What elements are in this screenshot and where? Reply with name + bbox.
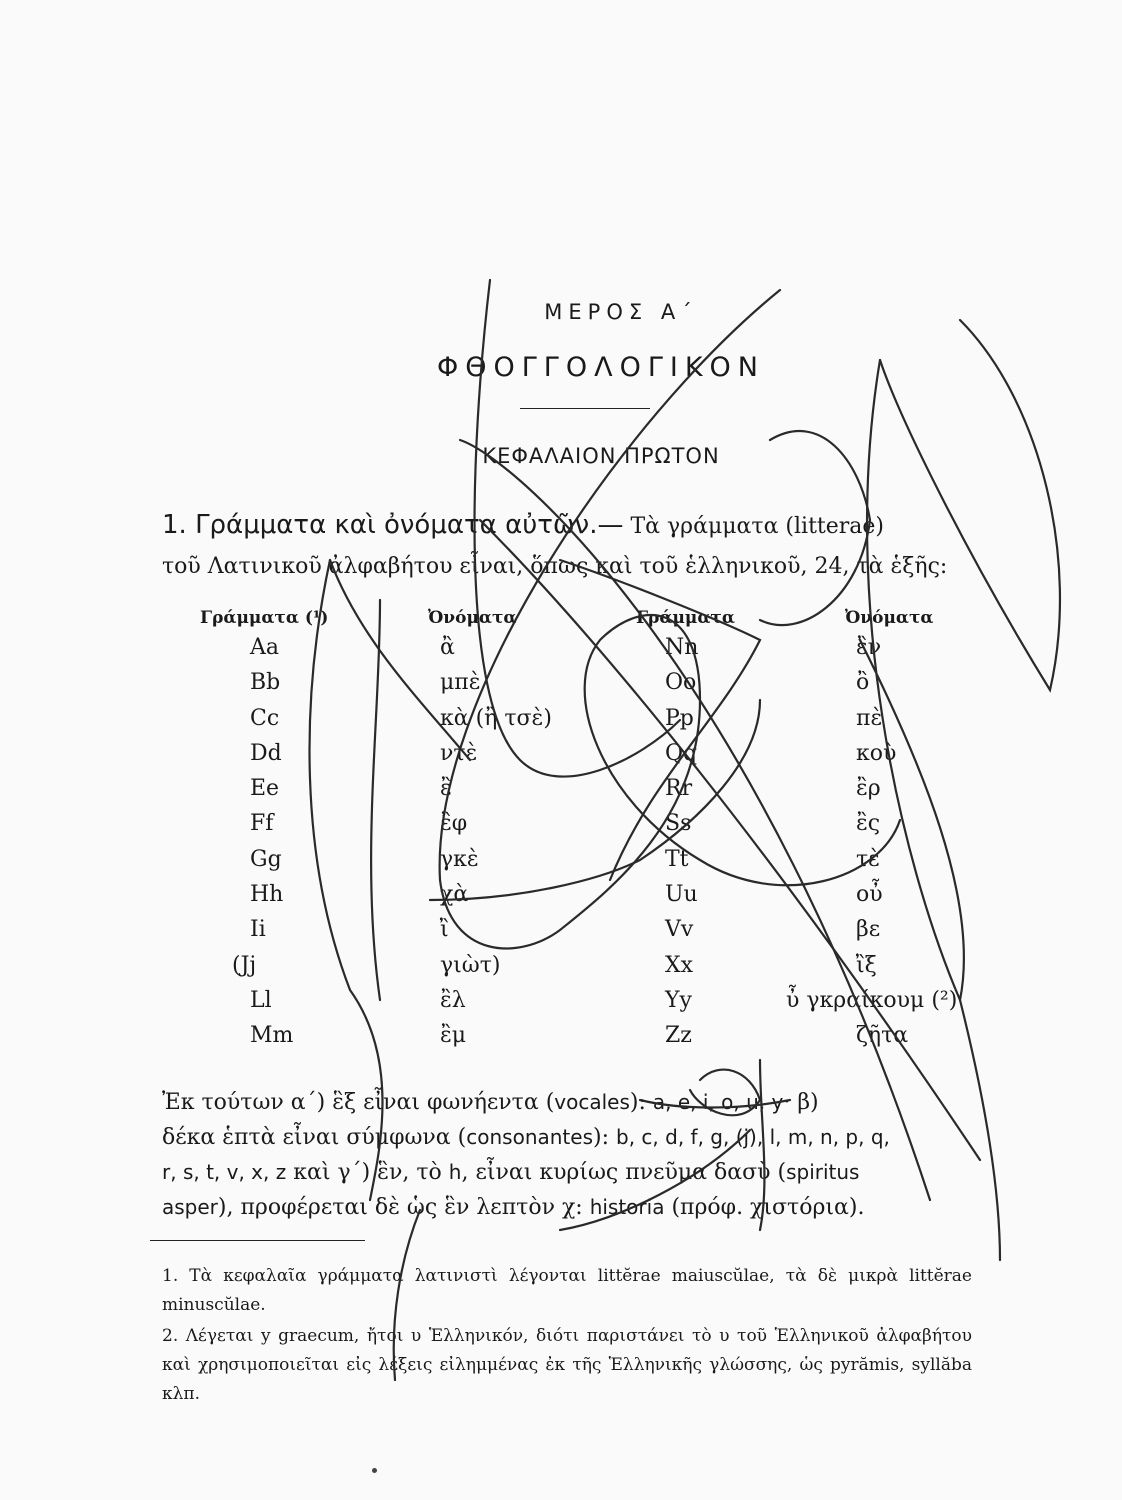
- latin-term: r, s, t, v, x, z: [162, 1160, 287, 1184]
- table-cell: ὂ: [856, 670, 870, 696]
- table-cell: μπὲ: [440, 670, 481, 696]
- page-mark: [372, 1468, 377, 1473]
- table-header-letters-left: Γράμματα (¹): [200, 608, 329, 628]
- intro-heading: 1. Γράμματα καὶ ὀνόματα αὐτῶν.—: [162, 510, 624, 540]
- table-cell: Dd: [250, 740, 282, 766]
- table-cell: Ee: [250, 776, 280, 802]
- body-text: (πρόφ. χιστόρια).: [664, 1195, 865, 1220]
- table-cell: Gg: [250, 846, 282, 872]
- intro-line2: τοῦ Λατινικοῦ ἀλφαβήτου εἶναι, ὅπως καὶ τοῦ ἑλληνικοῦ, 24, τὰ ἑξῆς:: [162, 554, 948, 579]
- body-text: ):: [593, 1125, 616, 1150]
- body-text: καὶ γ΄) ἓν, τὸ: [286, 1160, 449, 1185]
- table-cell: ἒς: [856, 811, 881, 837]
- section-title: ΦΘΟΓΓΟΛΟΓΙΚΟΝ: [437, 352, 765, 383]
- table-cell: ἒρ: [856, 776, 881, 802]
- table-header-letters-right: Γράμματα: [636, 608, 735, 628]
- table-cell: ἲξ: [856, 952, 877, 978]
- table-cell: κὰ (ἢ τσὲ): [440, 705, 552, 731]
- table-cell: Tt: [665, 846, 689, 872]
- table-cell: Hh: [250, 882, 284, 908]
- table-cell: Ll: [250, 987, 272, 1013]
- body-text: Ἐκ τούτων α΄) ἓξ εἶναι φωνήεντα (: [162, 1090, 555, 1115]
- latin-term: h: [448, 1160, 462, 1184]
- table-cell: Mm: [250, 1023, 294, 1049]
- table-cell: (Jj: [232, 952, 257, 978]
- table-cell: Qq: [665, 740, 698, 766]
- table-cell: ὖ γκραίκουμ (²): [786, 987, 958, 1013]
- table-cell: Ii: [250, 917, 266, 943]
- body-text: ):: [629, 1090, 653, 1115]
- table-cell: ἒλ: [440, 987, 466, 1013]
- table-cell: ζῆτα: [856, 1023, 909, 1049]
- table-cell: χὰ: [440, 882, 469, 908]
- table-cell: Ss: [665, 811, 692, 837]
- table-cell: Zz: [665, 1023, 692, 1049]
- table-cell: ἒ: [440, 776, 452, 802]
- table-cell: πὲ: [856, 705, 883, 731]
- table-cell: ἂ: [440, 635, 455, 660]
- table-cell: γκὲ: [440, 846, 479, 872]
- table-cell: κοὺ: [856, 740, 897, 766]
- table-cell: Cc: [250, 705, 280, 731]
- latin-term: a, e, i, o, u, y: [652, 1090, 784, 1114]
- footnote-1: 1. Τὰ κεφαλαῖα γράμματα λατινιστὶ λέγονται littĕrae maiuscŭlae, τὰ δὲ μικρὰ littĕrae minuscŭlae.: [162, 1266, 972, 1315]
- body-text: , εἶναι κυρίως πνεῦμα δασὺ (: [461, 1160, 787, 1185]
- chapter-heading: ΚΕΦΑΛΑΙΟΝ ΠΡΩΤΟΝ: [482, 444, 720, 468]
- table-cell: γιὼτ): [440, 952, 501, 978]
- table-cell: Xx: [665, 952, 694, 978]
- table-cell: βε: [856, 917, 881, 943]
- latin-term: consonantes: [466, 1125, 593, 1149]
- table-cell: Vv: [665, 917, 694, 943]
- part-heading: ΜΕΡΟΣ Α΄: [544, 300, 698, 324]
- table-cell: οὖ: [856, 882, 883, 908]
- table-cell: τὲ: [856, 846, 880, 872]
- table-cell: ἲ: [440, 917, 449, 943]
- table-cell: Bb: [250, 670, 281, 696]
- table-header-names-right: Ὀνόματα: [845, 608, 934, 628]
- latin-term: historia: [589, 1195, 665, 1219]
- table-cell: Aa: [250, 635, 280, 660]
- table-cell: ἒμ: [440, 1023, 467, 1049]
- body-text: δέκα ἑπτὰ εἶναι σύμφωνα (: [162, 1125, 467, 1150]
- table-cell: Oo: [665, 670, 697, 696]
- table-cell: Nn: [665, 635, 699, 660]
- latin-term: vocales: [554, 1090, 630, 1114]
- table-cell: Uu: [665, 882, 698, 908]
- table-cell: Pp: [665, 705, 694, 731]
- body-text: ), προφέρεται δὲ ὡς ἓν λεπτὸν χ:: [217, 1195, 590, 1220]
- table-cell: Yy: [665, 987, 692, 1013]
- table-cell: ἒφ: [440, 811, 468, 837]
- table-cell: Ff: [250, 811, 274, 837]
- table-cell: Rr: [665, 776, 693, 802]
- table-cell: ἒν: [856, 635, 882, 660]
- footnote-2: 2. Λέγεται y graecum, ἤτοι υ Ἑλληνικόν, διότι παριστάνει τὸ υ τοῦ Ἑλληνικοῦ ἀλφαβήτου καὶ χρησιμοποιεῖται εἰς λέξεις εἰλημμένας ἐκ τῆς Ἑλληνικῆς γλώσσης, ὡς pyrămis, syllăba κλπ.: [162, 1326, 972, 1404]
- latin-term: b, c, d, f, g, (j), l, m, n, p, q,: [616, 1125, 890, 1149]
- body-text: · β): [783, 1090, 819, 1115]
- intro-line1-rest: Τὰ γράμματα (litterae): [630, 514, 885, 539]
- latin-term: asper: [162, 1195, 218, 1219]
- latin-term: spiritus: [786, 1160, 860, 1184]
- table-header-names-left: Ὀνόματα: [428, 608, 517, 628]
- table-cell: ντὲ: [440, 740, 478, 766]
